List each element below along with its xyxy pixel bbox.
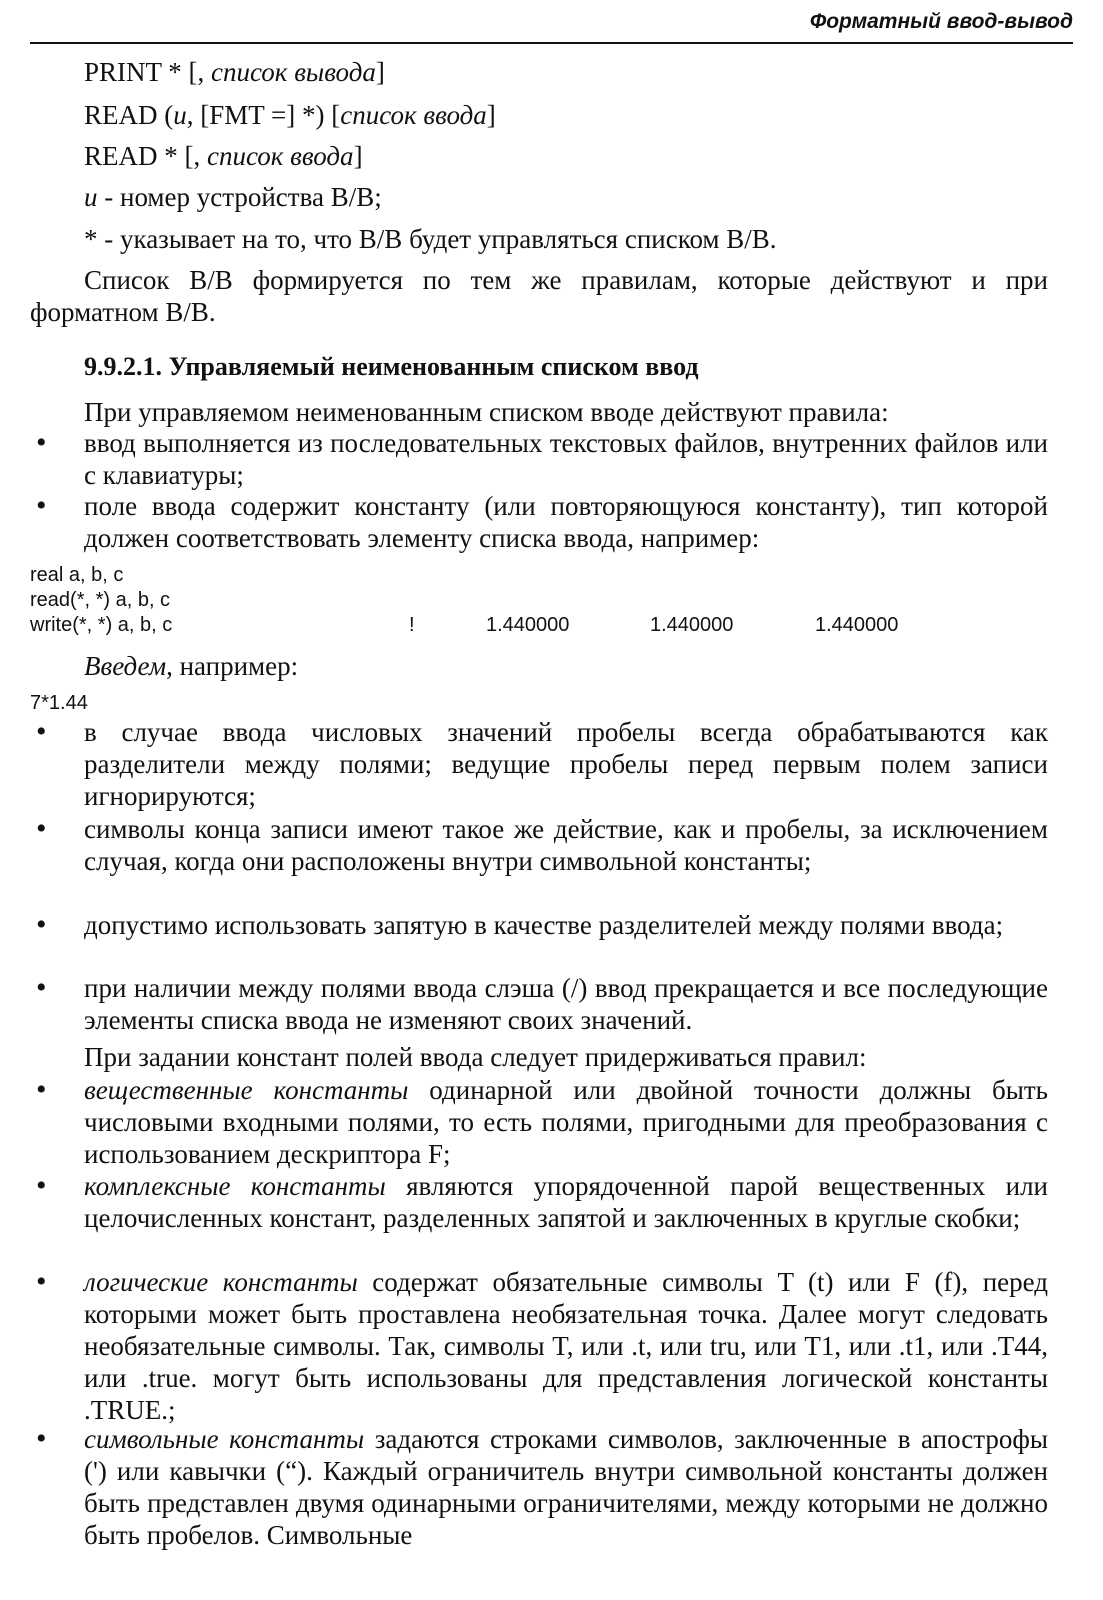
example-keyword: Введем [84, 651, 167, 681]
syntax-read-star-list: список ввода [207, 141, 354, 171]
code-output-value: 1.440000 [486, 614, 570, 636]
bullet-marker: • [36, 426, 47, 459]
bullet-logical-constants [84, 1266, 1048, 1426]
bullet-marker: • [36, 1422, 47, 1455]
rules-intro: При управляемом неименованным списком вводе действуют правила: [84, 397, 889, 427]
bullet-marker: • [36, 908, 47, 941]
intro-paragraph: Список В/В формируется по тем же правилам, которые действуют и при форматном В/В. [30, 265, 1048, 327]
syntax-print-keyword: PRINT * [, [84, 57, 212, 87]
code-comment-mark: ! [409, 614, 415, 636]
syntax-read-format: , [FMT =] *) [ [186, 100, 341, 130]
syntax-print-end: ] [375, 57, 385, 87]
term-logical-constants: логические константы [84, 1267, 358, 1297]
syntax-read-star [84, 140, 363, 172]
running-header [30, 6, 1073, 44]
bullet-input-source: ввод выполняется из последовательных текстовых файлов, внутренних файлов или с клавиатуры; [84, 428, 1048, 490]
bullet-marker: • [36, 1169, 47, 1202]
syntax-read-unit [84, 99, 496, 131]
bullet-end-of-record: символы конца записи имеют такое же действие, как и пробелы, за исключением случая, когда они расположены внутри символьной константы; [84, 814, 1048, 876]
code-line: real a, b, c [30, 564, 124, 586]
bullet-input-field: поле ввода содержит константу (или повторяющуюся константу), тип которой должен соответствовать элементу списка ввода, например: [84, 491, 1048, 553]
syntax-read-end: ] [486, 100, 496, 130]
bullet-marker: • [36, 971, 47, 1004]
code-output-value: 1.440000 [650, 614, 734, 636]
syntax-read-unit-symbol: u [173, 100, 187, 130]
bullet-real-constants-text: одинарной или двойной точности должны быть числовыми входными полями, то есть полями, пригодными для преобразования с использованием дескриптора F; [84, 1075, 1048, 1169]
unit-description-text: - номер устройства В/В; [97, 182, 382, 212]
example-rest: , например: [166, 651, 299, 681]
bullet-marker: • [36, 812, 47, 845]
unit-symbol: u [84, 182, 98, 212]
code-line: read(*, *) a, b, c [30, 589, 171, 611]
syntax-read-star-end: ] [353, 141, 363, 171]
bullet-real-constants [84, 1074, 1048, 1170]
term-real-constants: вещественные константы [84, 1075, 409, 1105]
bullet-complex-constants [84, 1170, 1048, 1234]
bullet-character-constants-text: задаются строками символов, заключенные в апострофы (') или кавычки (“). Каждый ограничитель внутри символьной константы должен быть представлен двумя одинарными ограничителями, между которыми не должно быть пробелов. Символьные [84, 1424, 1048, 1550]
unit-description [84, 181, 382, 213]
section-heading: 9.9.2.1. Управляемый неименованным списком ввод [84, 352, 699, 381]
term-character-constants: символьные константы [84, 1424, 365, 1454]
syntax-read-list: список ввода [340, 100, 487, 130]
code-line: write(*, *) a, b, c [30, 614, 173, 636]
bullet-numeric-spaces: в случае ввода числовых значений пробелы всегда обрабатываются как разделители между полями; ведущие пробелы перед первым полем записи игнорируются; [84, 717, 1048, 811]
syntax-print [84, 56, 385, 88]
bullet-marker: • [36, 489, 47, 522]
constants-intro: При задании констант полей ввода следует придерживаться правил: [84, 1042, 867, 1072]
syntax-print-list: список вывода [211, 57, 376, 87]
bullet-marker: • [36, 715, 47, 748]
bullet-logical-constants-text: содержат обязательные символы T (t) или F (f), перед которыми может быть проставлена необязательная точка. Далее могут следовать необязательные символы. Так, символы T, или .t, или tru, или T1, или .t1, или .T44, или .true. могут быть использованы для представления логической константы .TRUE.; [84, 1267, 1048, 1425]
bullet-marker: • [36, 1073, 47, 1106]
bullet-complex-constants-text: являются упорядоченной парой вещественных или целочисленных констант, разделенных запятой и заключенных в круглые скобки; [84, 1171, 1048, 1233]
syntax-read-star-keyword: READ * [, [84, 141, 207, 171]
code-output-value: 1.440000 [815, 614, 899, 636]
star-description: * - указывает на то, что В/В будет управляться списком В/В. [84, 224, 777, 254]
running-header-title: Форматный ввод-вывод [809, 10, 1073, 33]
term-complex-constants: комплексные константы [84, 1171, 386, 1201]
syntax-read-keyword: READ ( [84, 100, 174, 130]
bullet-character-constants [84, 1423, 1048, 1551]
bullet-comma-separator: допустимо использовать запятую в качестве разделителей между полями ввода; [84, 910, 1004, 940]
code-input-line: 7*1.44 [30, 692, 88, 714]
example-line [84, 650, 298, 682]
bullet-marker: • [36, 1265, 47, 1298]
bullet-slash: при наличии между полями ввода слэша (/) ввод прекращается и все последующие элементы списка ввода не изменяют своих значений. [84, 973, 1048, 1035]
